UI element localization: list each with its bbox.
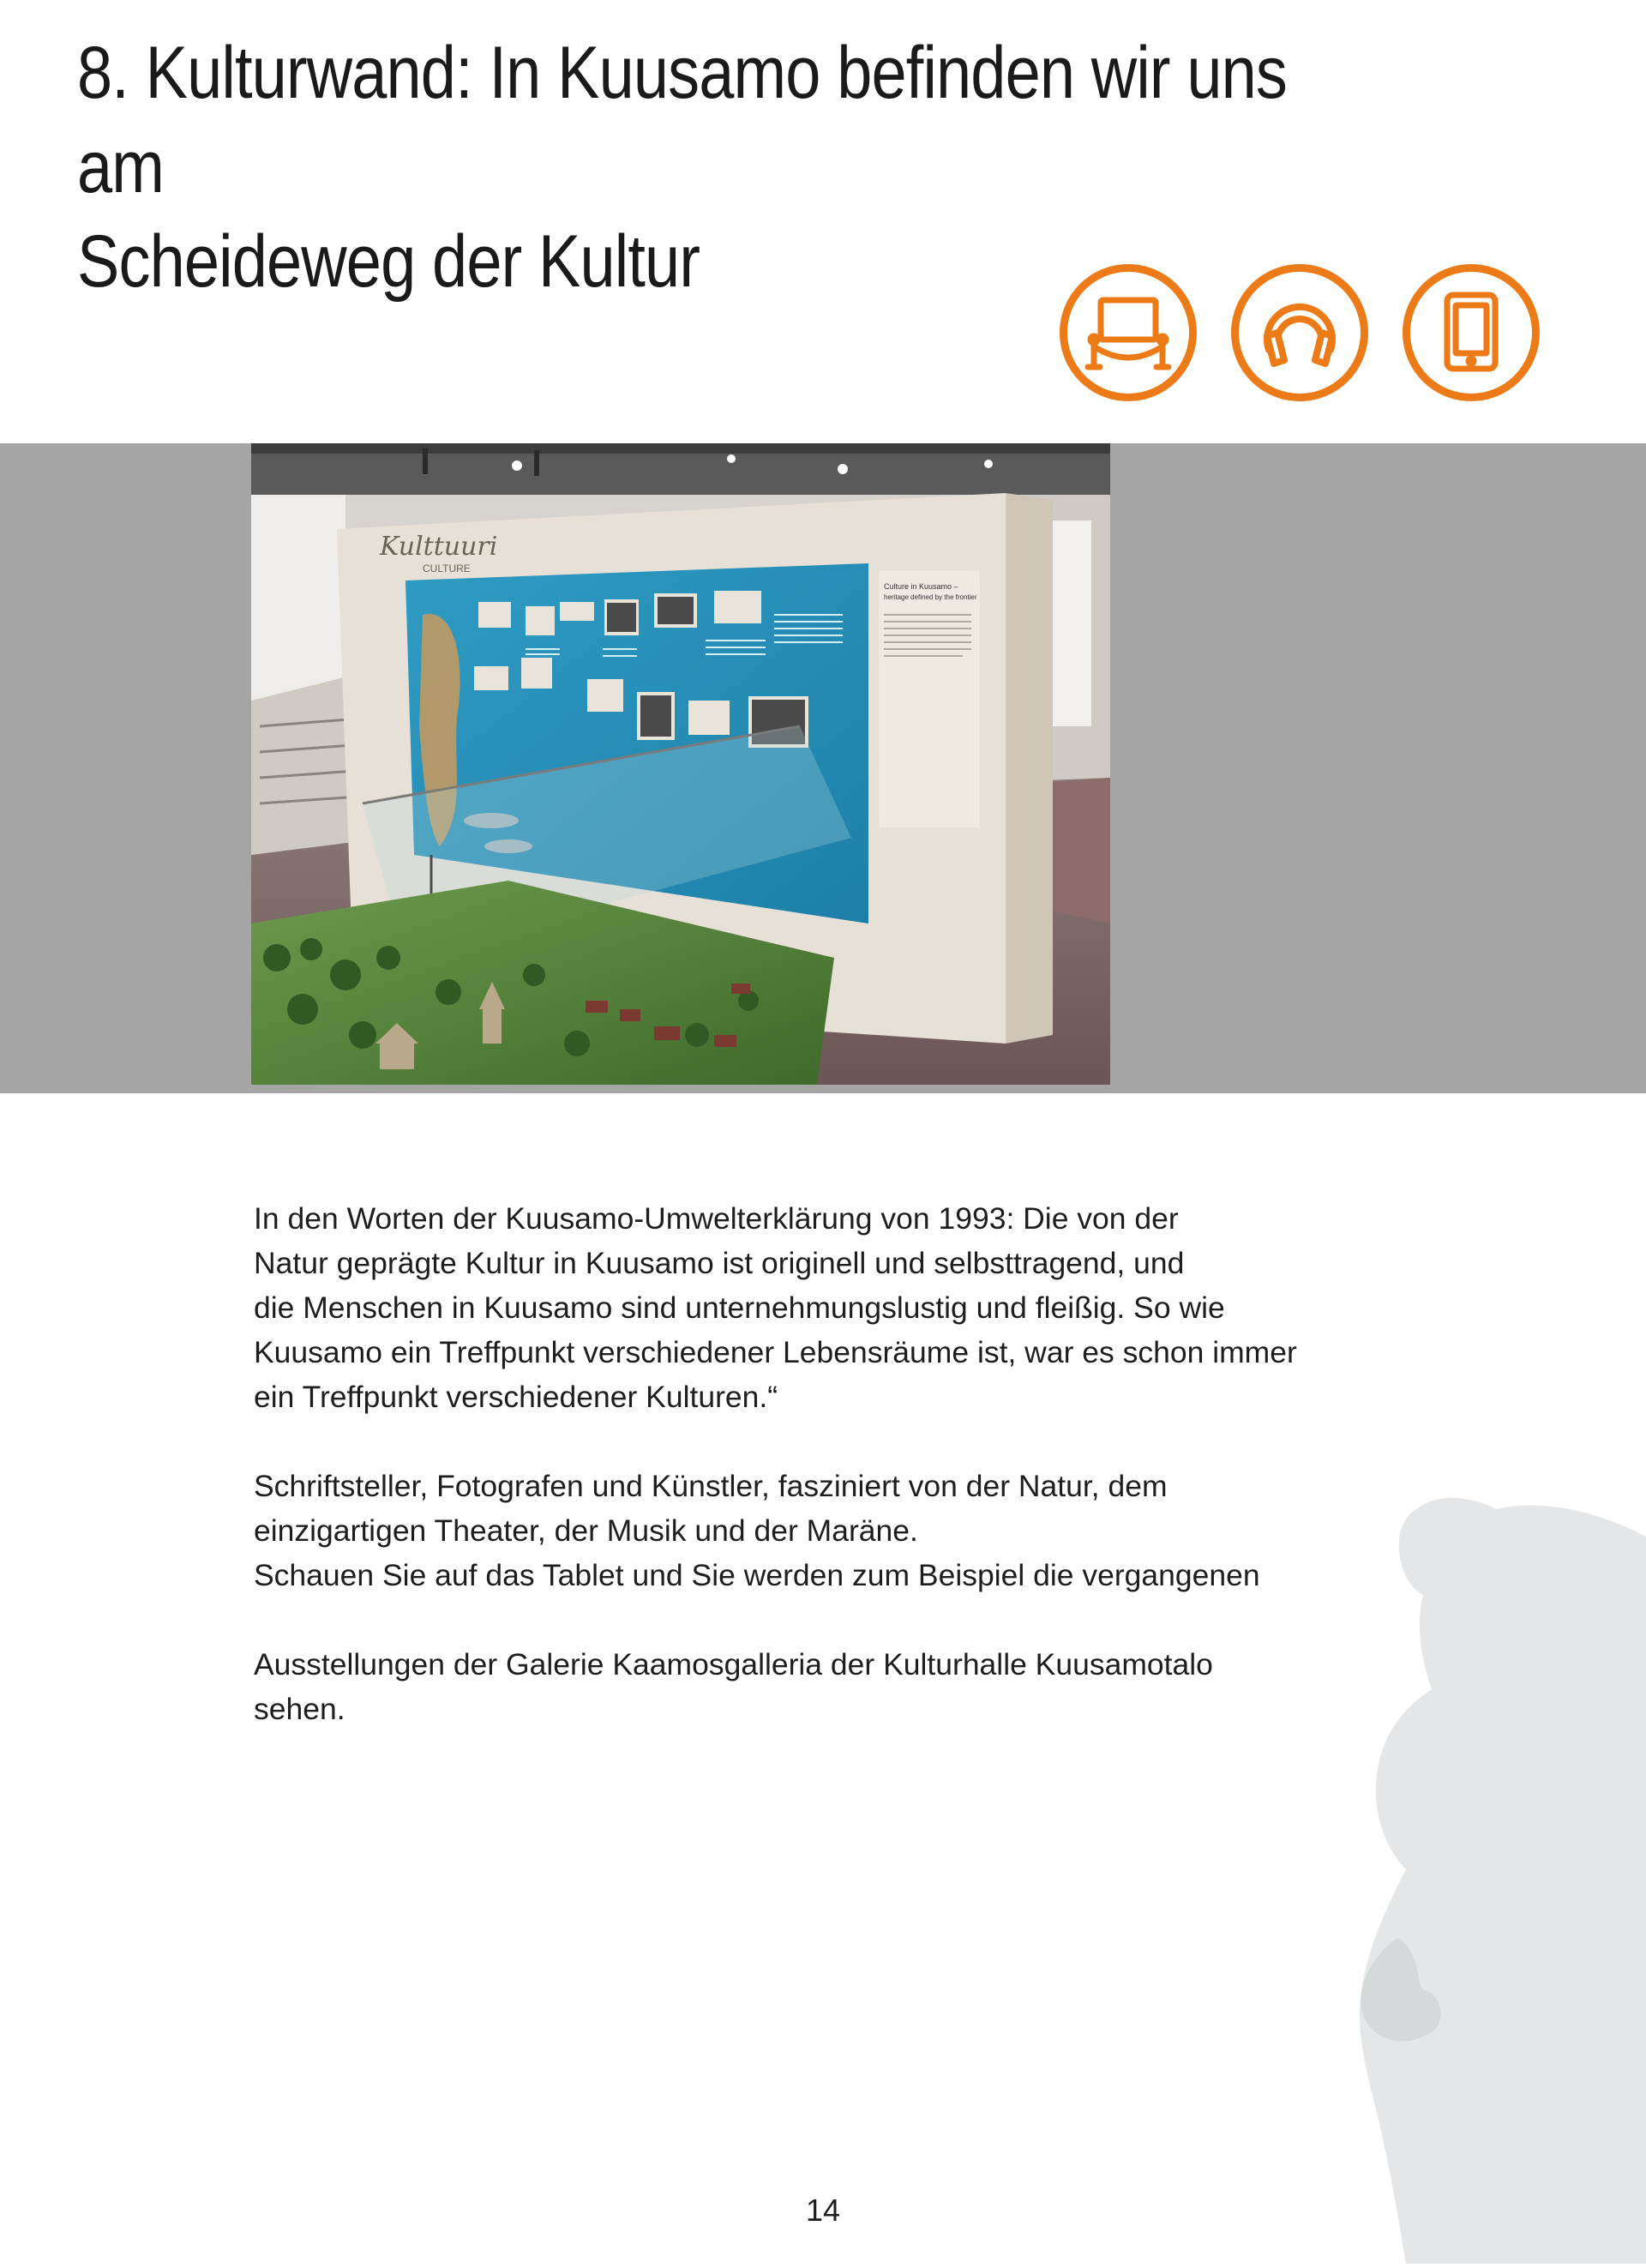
body-text bbox=[254, 1196, 1437, 1776]
page-number: 14 bbox=[805, 2193, 841, 2228]
info-panel-heading: Culture in Kuusamo – bbox=[884, 582, 958, 591]
wall-logo-script: Kulttuuri bbox=[380, 532, 498, 562]
paragraph-1: In den Worten der Kuusamo-Umwelterklärung von 1993: Die von der Natur geprägte Kultur in Kuusamo ist originell und selbsttragend, und die Menschen in Kuusamo sind unternehmungslustig und fleißig. So wie Kuusamo ein Treffpunkt verschiedener Lebensräume ist, war es schon immer ein Treffpunkt verschiedener Kulturen.“ bbox=[254, 1201, 1297, 1414]
culture-wall-exhibit-photo bbox=[251, 443, 1110, 1085]
service-icons bbox=[1060, 264, 1540, 401]
bear-silhouette-decoration bbox=[1337, 1492, 1646, 2264]
headphones-icon bbox=[1231, 264, 1368, 401]
tablet-icon bbox=[1403, 264, 1540, 401]
exhibit-rope-barrier-icon bbox=[1060, 264, 1197, 401]
wall-logo-subtitle: CULTURE bbox=[423, 562, 471, 575]
info-panel-subheading: heritage defined by the frontier bbox=[884, 593, 977, 601]
page-title: 8. Kulturwand: In Kuusamo befinden wir uns am Scheideweg der Kultur bbox=[77, 32, 1288, 303]
paragraph-2: Schriftsteller, Fotografen und Künstler, fasziniert von der Natur, dem einzigartigen Theater, der Musik und der Maräne. Schauen Sie auf das Tablet und Sie werden zum Beispiel die vergangenen bbox=[254, 1469, 1260, 1592]
paragraph-3: Ausstellungen der Galerie Kaamosgalleria der Kulturhalle Kuusamotalo sehen. bbox=[254, 1647, 1213, 1726]
